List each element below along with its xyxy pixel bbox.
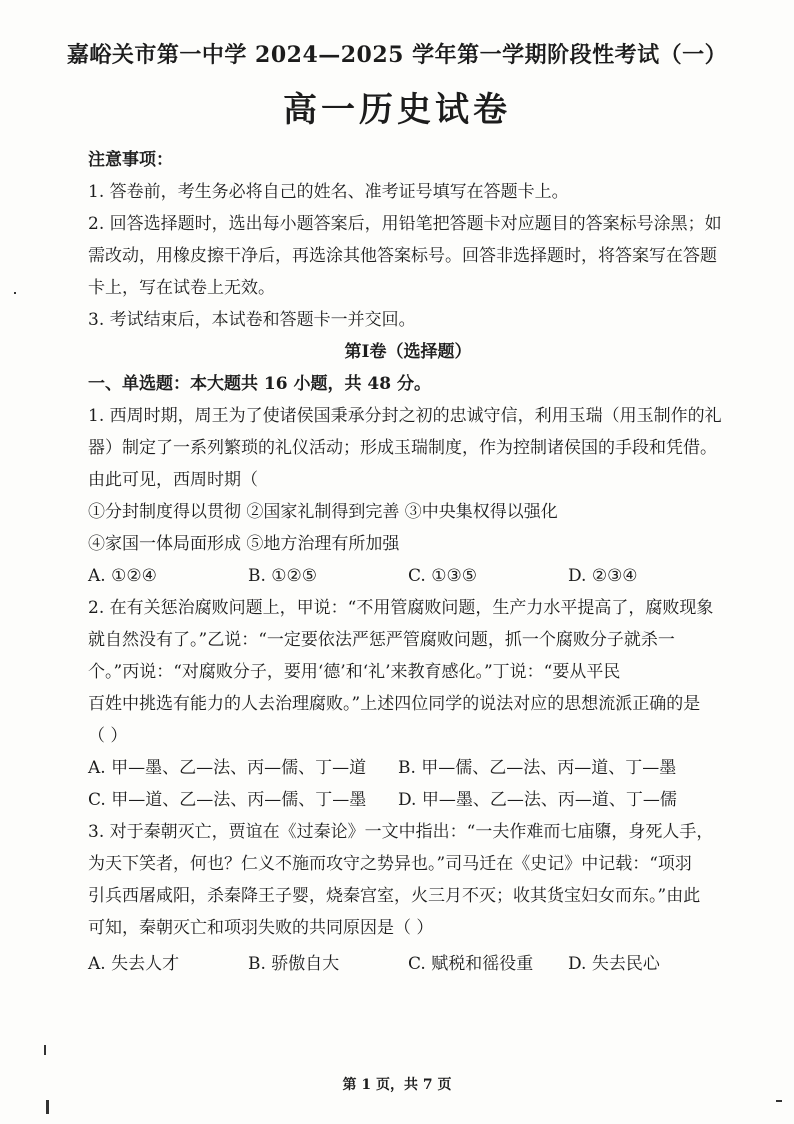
answer-options bbox=[88, 784, 728, 816]
option-d[interactable]: D. ②③④ bbox=[568, 566, 638, 586]
notice-heading: 注意事项： bbox=[88, 150, 173, 170]
question-text: 个。”丙说：“对腐败分子，要用‘德’和‘礼’来教育感化。”丁说：“要从平民 bbox=[88, 662, 621, 682]
option-c[interactable]: C. 甲—道、乙—法、丙—儒、丁—墨 bbox=[88, 790, 367, 810]
question-text: 2. 在有关惩治腐败问题上，甲说：“不用管腐败问题，生产力水平提高了，腐败现象 bbox=[88, 598, 714, 618]
option-b[interactable]: B. ①②⑤ bbox=[248, 566, 318, 586]
notice-item: 卡上，写在试卷上无效。 bbox=[88, 278, 275, 298]
page-number: 第 1 页，共 7 页 bbox=[342, 1077, 452, 1093]
answer-options bbox=[88, 948, 728, 980]
exam-title: 高一历史试卷 bbox=[283, 90, 511, 130]
option-d[interactable]: D. 甲—墨、乙—法、丙—道、丁—儒 bbox=[398, 790, 677, 810]
notice-item: 2. 回答选择题时，选出每小题答案后，用铅笔把答题卡对应题目的答案标号涂黑；如 bbox=[88, 214, 722, 234]
question-text: 百姓中挑选有能力的人去治理腐败。”上述四位同学的说法对应的思想流派正确的是 bbox=[88, 694, 701, 714]
answer-options bbox=[88, 560, 728, 592]
notice-item: 1. 答卷前，考生务必将自己的姓名、准考证号填写在答题卡上。 bbox=[88, 182, 569, 202]
question-text: （ ） bbox=[88, 726, 128, 746]
option-a[interactable]: A. 甲—墨、乙—法、丙—儒、丁—道 bbox=[88, 758, 367, 778]
question-text: 引兵西屠咸阳，杀秦降王子婴，烧秦宫室，火三月不灭；收其货宝妇女而东。”由此 bbox=[88, 886, 701, 906]
question-text: ④家国一体局面形成 ⑤地方治理有所加强 bbox=[88, 534, 400, 554]
option-c[interactable]: C. 赋税和徭役重 bbox=[408, 954, 534, 974]
notice-item: 需改动，用橡皮擦干净后，再选涂其他答案标号。回答非选择题时，将答案写在答题 bbox=[88, 246, 717, 266]
exam-name: 嘉峪关市第一中学 2024—2025 学年第一学期阶段性考试（一） bbox=[66, 42, 728, 68]
section-subtitle: 一、单选题：本大题共 16 小题，共 48 分。 bbox=[88, 374, 431, 394]
option-a[interactable]: A. 失去人才 bbox=[88, 954, 180, 974]
question-text: 由此可见，西周时期（ bbox=[88, 470, 258, 490]
scan-mark bbox=[46, 1100, 49, 1114]
option-b[interactable]: B. 骄傲自大 bbox=[248, 954, 340, 974]
scan-mark bbox=[44, 1045, 46, 1055]
scan-mark bbox=[14, 292, 16, 294]
question-3 bbox=[88, 816, 728, 980]
option-d[interactable]: D. 失去民心 bbox=[568, 954, 660, 974]
scan-mark bbox=[776, 1100, 782, 1102]
question-2 bbox=[88, 592, 728, 816]
question-text: 可知，秦朝灭亡和项羽失败的共同原因是（ ） bbox=[88, 918, 434, 938]
answer-options bbox=[88, 752, 728, 784]
option-a[interactable]: A. ①②④ bbox=[88, 566, 157, 586]
section-title: 第Ⅰ卷（选择题） bbox=[344, 342, 472, 362]
question-1 bbox=[88, 400, 728, 592]
question-text: ①分封制度得以贯彻 ②国家礼制得到完善 ③中央集权得以强化 bbox=[88, 502, 558, 522]
question-text: 3. 对于秦朝灭亡，贾谊在《过秦论》一文中指出：“一夫作难而七庙隳，身死人手， bbox=[88, 822, 714, 842]
notice-item: 3. 考试结束后，本试卷和答题卡一并交回。 bbox=[88, 310, 416, 330]
question-text: 就自然没有了。”乙说：“一定要依法严惩严管腐败问题，抓一个腐败分子就杀一 bbox=[88, 630, 675, 650]
option-c[interactable]: C. ①③⑤ bbox=[408, 566, 477, 586]
exam-content bbox=[88, 144, 728, 980]
question-text: 为天下笑者，何也？仁义不施而攻守之势异也。”司马迁在《史记》中记载：“项羽 bbox=[88, 854, 692, 874]
option-b[interactable]: B. 甲—儒、乙—法、丙—道、丁—墨 bbox=[398, 758, 677, 778]
question-text: 1. 西周时期，周王为了使诸侯国秉承分封之初的忠诚守信，利用玉瑞（用玉制作的礼 bbox=[88, 406, 722, 426]
question-text: 器）制定了一系列繁琐的礼仪活动；形成玉瑞制度，作为控制诸侯国的手段和凭借。 bbox=[88, 438, 717, 458]
